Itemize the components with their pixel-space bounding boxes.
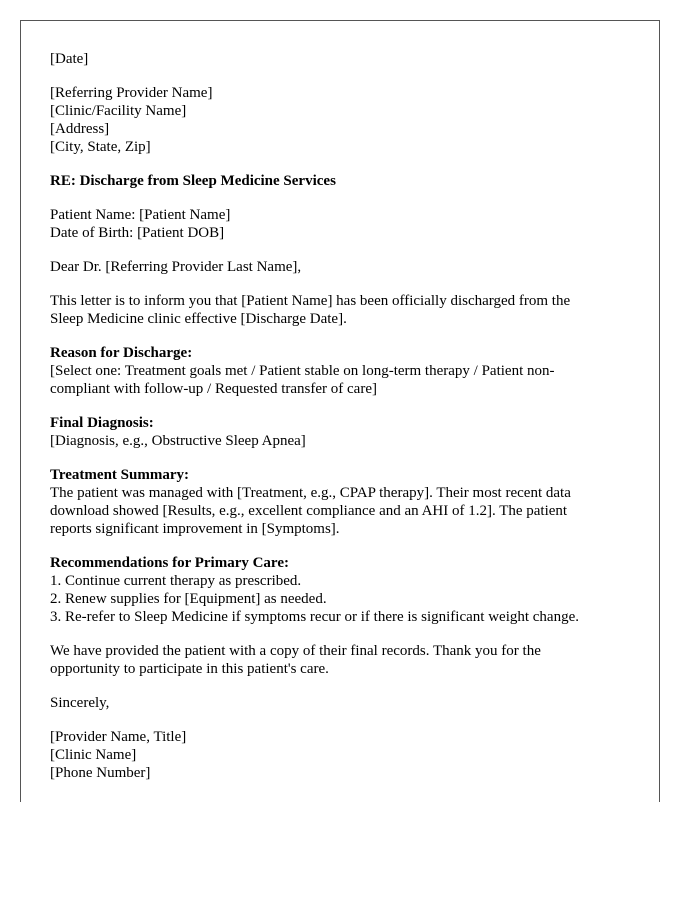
reason-section <box>50 344 640 398</box>
signature-clinic: [Clinic Name] <box>50 747 137 763</box>
treatment-section <box>50 466 640 538</box>
recommendation-item-2: 2. Renew supplies for [Equipment] as needed. <box>50 591 327 607</box>
signature-name-title: [Provider Name, Title] <box>50 729 187 745</box>
salutation: Dear Dr. [Referring Provider Last Name], <box>50 259 302 275</box>
reason-line-2: compliant with follow-up / Requested transfer of care] <box>50 381 377 397</box>
patient-name-line: Patient Name: [Patient Name] <box>50 207 231 223</box>
recipient-address-block <box>50 84 640 156</box>
patient-dob-line: Date of Birth: [Patient DOB] <box>50 225 225 241</box>
intro-paragraph <box>50 292 640 328</box>
diagnosis-line-1: [Diagnosis, e.g., Obstructive Sleep Apnea] <box>50 433 306 449</box>
signoff: Sincerely, <box>50 695 110 711</box>
closing-line-2: opportunity to participate in this patient's care. <box>50 661 329 677</box>
salutation-block <box>50 258 640 276</box>
treatment-heading: Treatment Summary: <box>50 467 189 483</box>
recipient-address: [Address] <box>50 121 110 137</box>
diagnosis-heading: Final Diagnosis: <box>50 415 154 431</box>
signature-phone: [Phone Number] <box>50 765 151 781</box>
signature-block <box>50 728 640 782</box>
recipient-facility: [Clinic/Facility Name] <box>50 103 187 119</box>
letter-date: [Date] <box>50 51 89 67</box>
closing-line-1: We have provided the patient with a copy of their final records. Thank you for the <box>50 643 541 659</box>
recipient-city-state-zip: [City, State, Zip] <box>50 139 151 155</box>
recommendations-heading: Recommendations for Primary Care: <box>50 555 289 571</box>
closing-paragraph <box>50 642 640 678</box>
treatment-line-1: The patient was managed with [Treatment, e.g., CPAP therapy]. Their most recent data <box>50 485 571 501</box>
recipient-name: [Referring Provider Name] <box>50 85 213 101</box>
reason-line-1: [Select one: Treatment goals met / Patient stable on long-term therapy / Patient non- <box>50 363 555 379</box>
diagnosis-section <box>50 414 640 450</box>
treatment-line-3: reports significant improvement in [Symptoms]. <box>50 521 340 537</box>
intro-line-1: This letter is to inform you that [Patient Name] has been officially discharged from the <box>50 293 571 309</box>
recommendation-item-1: 1. Continue current therapy as prescribed. <box>50 573 302 589</box>
letter-body <box>50 50 640 798</box>
recommendations-section <box>50 554 640 626</box>
intro-line-2: Sleep Medicine clinic effective [Discharge Date]. <box>50 311 347 327</box>
reason-heading: Reason for Discharge: <box>50 345 193 361</box>
letter-page <box>20 20 660 802</box>
signoff-block <box>50 694 640 712</box>
subject-line: RE: Discharge from Sleep Medicine Services <box>50 173 336 189</box>
date-block <box>50 50 640 68</box>
subject-block <box>50 172 640 190</box>
patient-info-block <box>50 206 640 242</box>
treatment-line-2: download showed [Results, e.g., excellent compliance and an AHI of 1.2]. The patient <box>50 503 568 519</box>
recommendation-item-3: 3. Re-refer to Sleep Medicine if symptoms recur or if there is significant weight change. <box>50 609 579 625</box>
